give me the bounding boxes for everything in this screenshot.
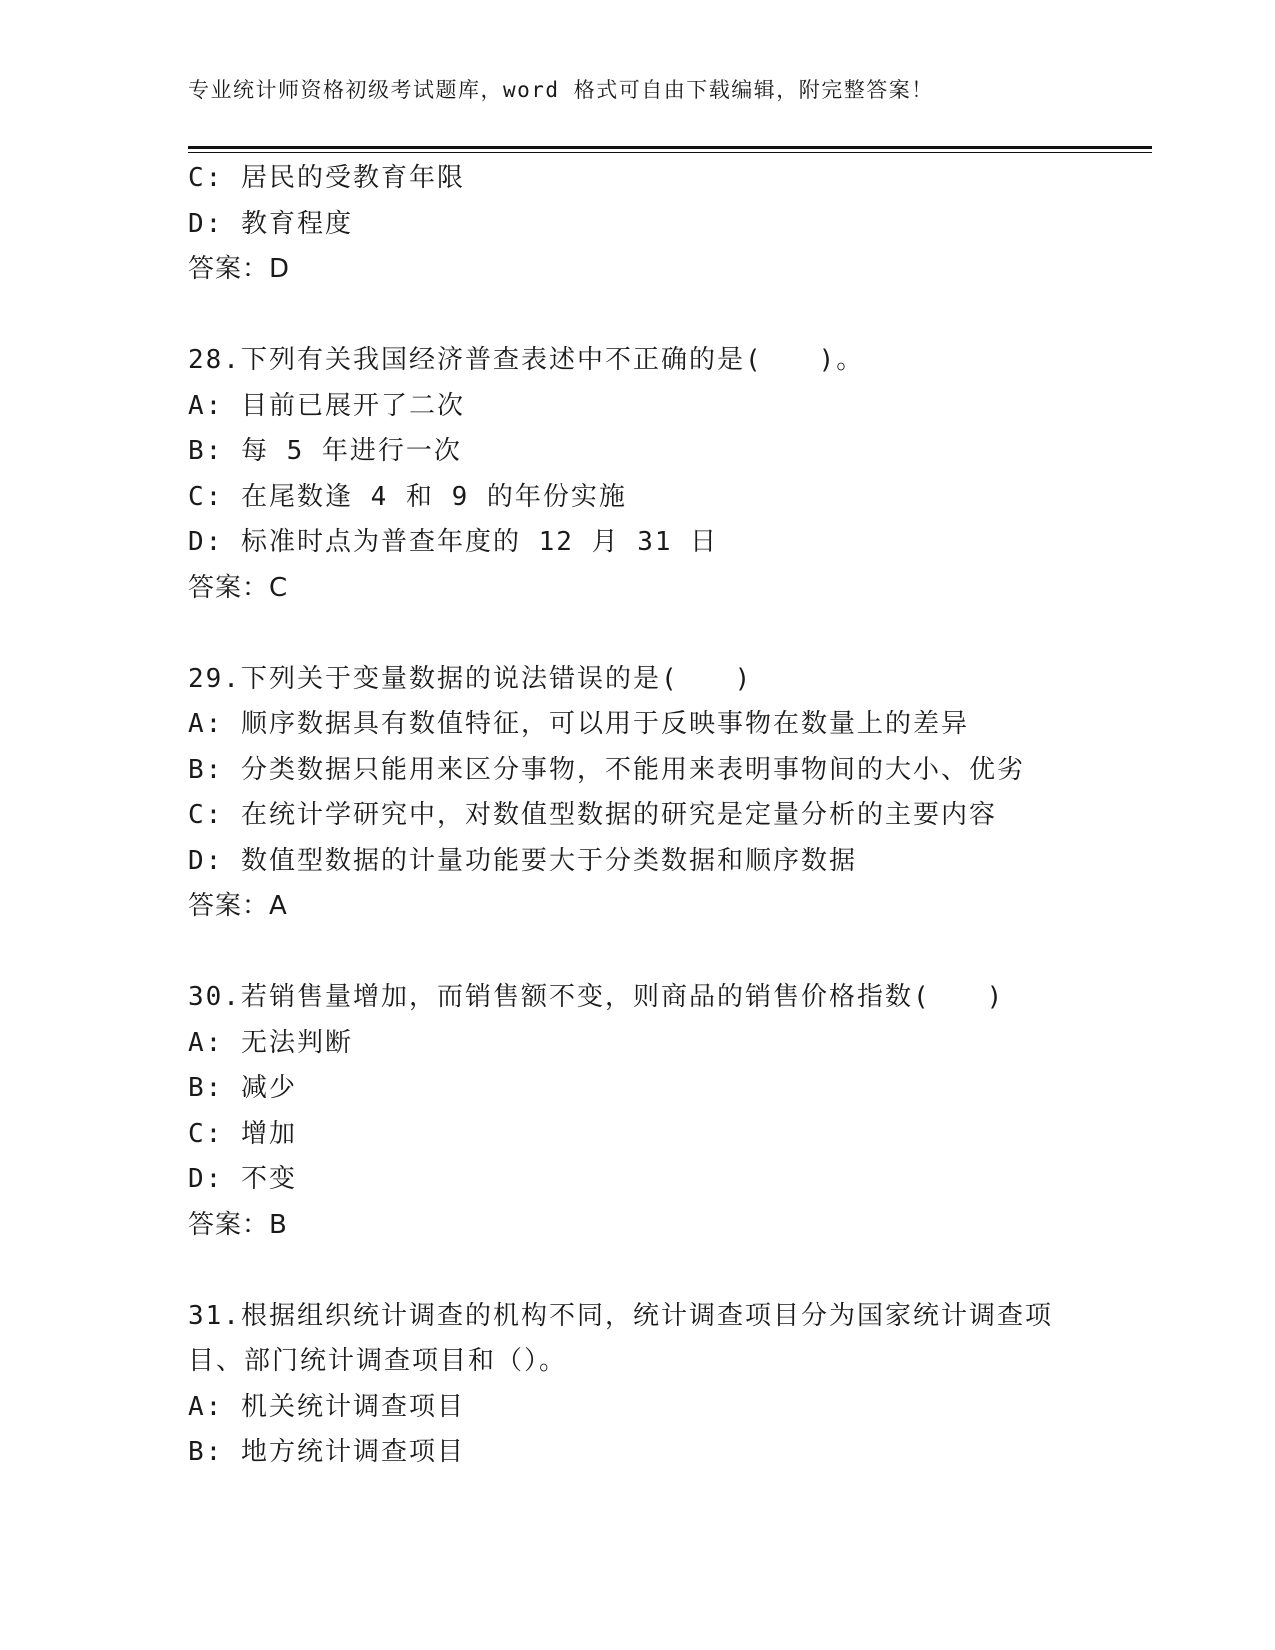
question-stem: 30.若销售量增加，而销售额不变，则商品的销售价格指数( ) [188,982,1005,1012]
question-content [188,156,1088,1476]
question-stem: 28.下列有关我国经济普查表述中不正确的是( )。 [188,345,865,375]
answer-line: 答案：B [188,1209,288,1240]
header-divider [188,146,1152,153]
question-29 [188,657,1088,930]
answer-line: 答案：C [188,572,289,603]
option-c: C: 在统计学研究中，对数值型数据的研究是定量分析的主要内容 [188,800,997,830]
option-d: D: 教育程度 [188,208,353,239]
option-b: B: 减少 [188,1073,297,1103]
option-a: A: 机关统计调查项目 [188,1391,465,1422]
option-d: D: 数值型数据的计量功能要大于分类数据和顺序数据 [188,845,857,876]
option-c: C: 居民的受教育年限 [188,163,465,193]
option-c: C: 在尾数逢 4 和 9 的年份实施 [188,481,627,512]
question-28 [188,338,1088,611]
option-a: A: 无法判断 [188,1027,353,1058]
option-a: A: 顺序数据具有数值特征，可以用于反映事物在数量上的差异 [188,709,969,739]
question-stem: 29.下列关于变量数据的说法错误的是( ) [188,663,753,694]
option-a: A: 目前已展开了二次 [188,390,465,421]
option-b: B: 分类数据只能用来区分事物，不能用来表明事物间的大小、优劣 [188,754,1025,785]
spacer [188,930,1088,976]
option-d: D: 标准时点为普查年度的 12 月 31 日 [188,527,719,557]
option-b: B: 每 5 年进行一次 [188,436,462,466]
option-d: D: 不变 [188,1164,297,1194]
answer-line: 答案：A [188,891,288,921]
option-c: C: 增加 [188,1118,297,1149]
question-27 [188,156,1088,293]
spacer [188,611,1088,657]
answer-line: 答案：D [188,254,291,284]
question-stem: 31.根据组织统计调查的机构不同，统计调查项目分为国家统计调查项目、部门统计调查项目和（）。 [188,1300,1053,1376]
spacer [188,293,1088,339]
page-header: 专业统计师资格初级考试题库，word 格式可自由下载编辑，附完整答案！ [188,78,934,102]
spacer [188,1248,1088,1294]
question-30 [188,975,1088,1248]
question-31 [188,1294,1088,1476]
option-b: B: 地方统计调查项目 [188,1437,465,1467]
